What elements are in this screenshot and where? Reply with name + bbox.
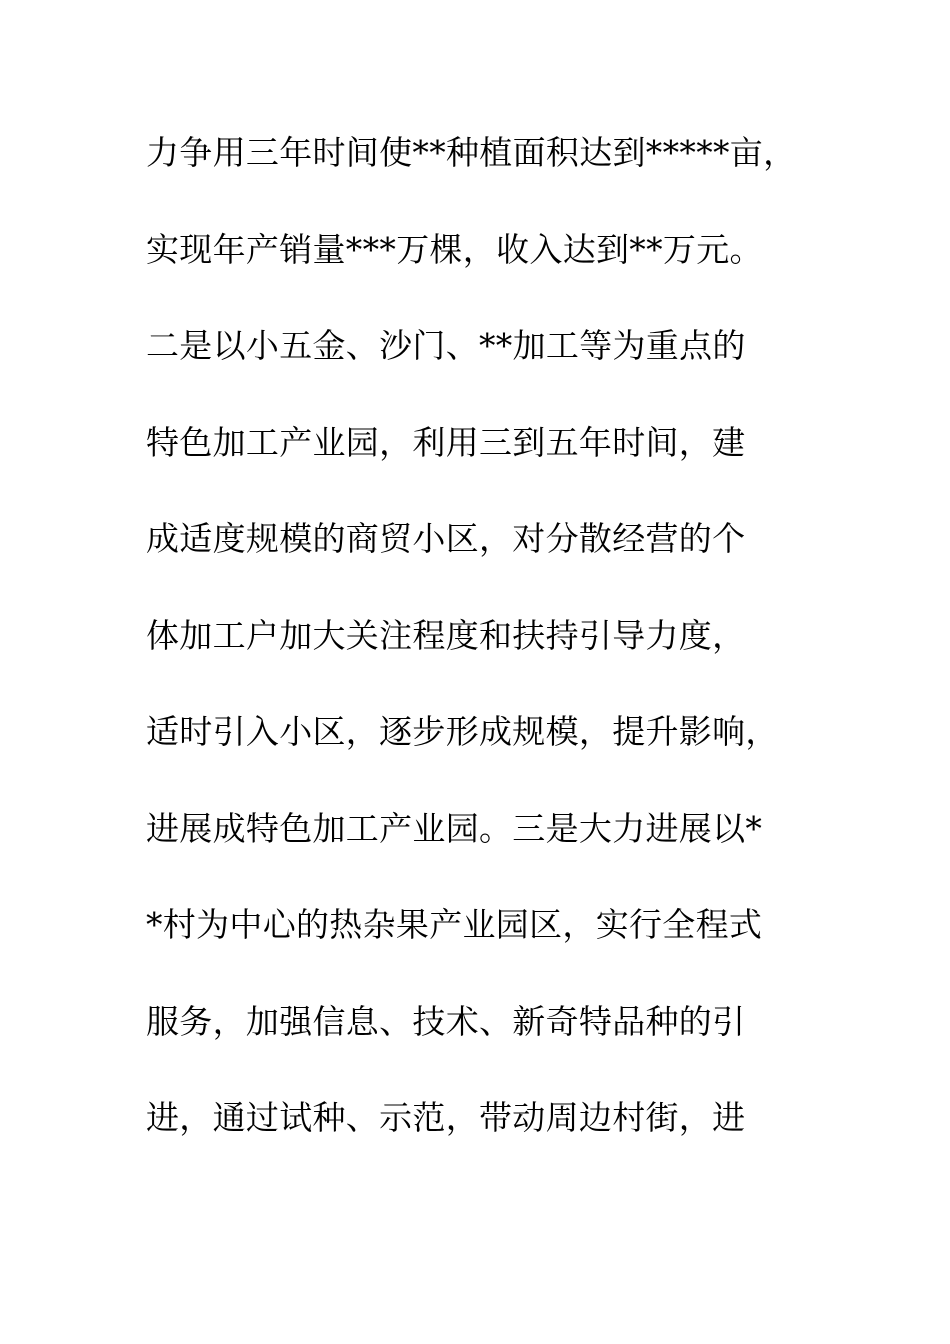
text-line: 力争用三年时间使**种植面积达到*****亩， bbox=[146, 133, 797, 172]
text-line: 成适度规模的商贸小区，对分散经营的个 bbox=[146, 519, 746, 558]
text-line: 进，通过试种、示范，带动周边村街，进 bbox=[146, 1098, 746, 1137]
text-line: 服务，加强信息、技术、新奇特品种的引 bbox=[146, 1001, 746, 1041]
text-line: 实现年产销量***万棵，收入达到**万元。 bbox=[146, 229, 763, 269]
text-line: 进展成特色加工产业园。三是大力进展以* bbox=[146, 808, 763, 848]
text-line: 特色加工产业园，利用三到五年时间，建 bbox=[146, 422, 746, 462]
text-line: 二是以小五金、沙门、**加工等为重点的 bbox=[146, 326, 746, 365]
text-line: 体加工户加大关注程度和扶持引导力度， bbox=[146, 615, 746, 655]
text-line: *村为中心的热杂果产业园区，实行全程式 bbox=[146, 905, 763, 944]
body-text bbox=[146, 127, 826, 1189]
text-line: 适时引入小区，逐步形成规模，提升影响， bbox=[146, 712, 779, 751]
